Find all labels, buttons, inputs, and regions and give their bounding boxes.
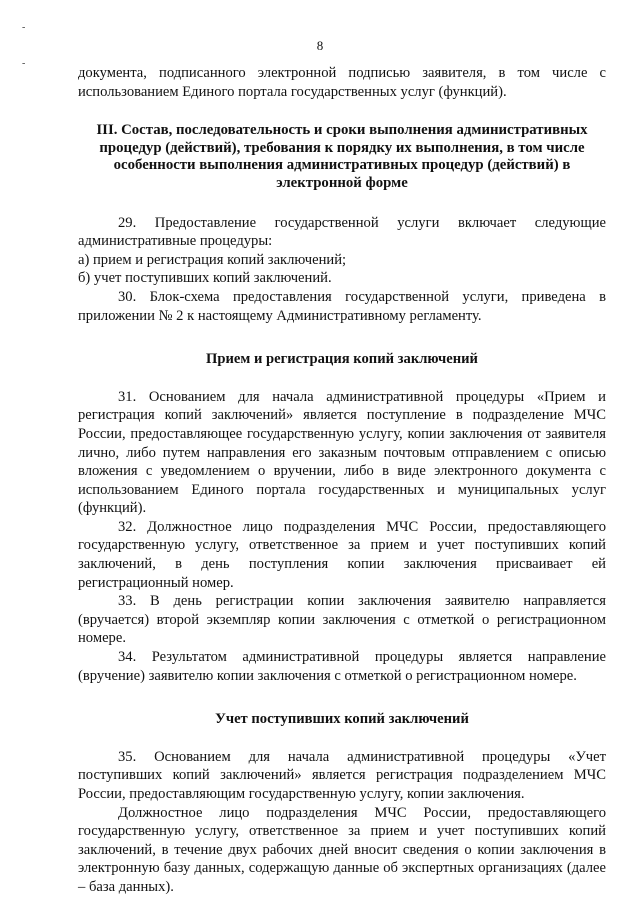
paragraph-35: 35. Основанием для начала административной процедуры «Учет поступивших копий заключений» является регистрация подразделением МЧС России, предоставляющим государственную услугу, копии заключения. [78,748,606,802]
margin-mark: - [22,58,26,69]
paragraph-29: 29. Предоставление государственной услуги включает следующие административные процедуры: [78,214,606,250]
document-body [78,64,606,897]
page-number: 8 [316,38,324,53]
list-item-b: б) учет поступивших копий заключений. [78,270,332,287]
list-item-a: а) прием и регистрация копий заключений; [78,251,347,268]
paragraph-32: 32. Должностное лицо подразделения МЧС России, предоставляющего государственную услугу, ответственное за прием и учет поступивших копий заключений, в день поступления копии заключения присваивает ей регистрационный номер. [78,518,606,591]
paragraph-31: 31. Основанием для начала административной процедуры «Прием и регистрация копий заключений» является поступление в подразделение МЧС России, предоставляющее государственную услугу, копии заключения от заявителя лично, либо путем направления его заказным почтовым отправлением с описью вложения с уведомлением о вручении, либо в виде электронного документа с использованием Единого портала государственных и муниципальных услуг (функций). [78,388,606,517]
section-title: III. Состав, последовательность и сроки выполнения административных процедур (действий), требования к порядку их выполнения, в том числе особенности выполнения административных процедур (действий) в электронной форме [96,122,588,191]
paragraph: Должностное лицо подразделения МЧС России, предоставляющего государственную услугу, ответственное за прием и учет поступивших копий заключений, в течение двух рабочих дней вносит сведения о копии заключения в электронную базу данных, содержащую данные об экспертных организациях (далее – база данных). [78,804,606,895]
subsection-title-reception: Прием и регистрация копий заключений [206,351,478,368]
subsection-title-accounting: Учет поступивших копий заключений [215,711,469,728]
paragraph-34: 34. Результатом административной процедуры является направление (вручение) заявителю копии заключения с отметкой о регистрационном номере. [78,649,606,684]
paragraph-33: 33. В день регистрации копии заключения заявителю направляется (вручается) второй экземпляр копии заключения с отметкой о регистрационном номере. [78,593,606,647]
paragraph: документа, подписанного электронной подписью заявителя, в том числе с использованием Единого портала государственных услуг (функций). [78,65,606,100]
paragraph-30: 30. Блок-схема предоставления государственной услуги, приведена в приложении № 2 к настоящему Административному регламенту. [78,288,606,324]
margin-mark: - [22,22,26,33]
